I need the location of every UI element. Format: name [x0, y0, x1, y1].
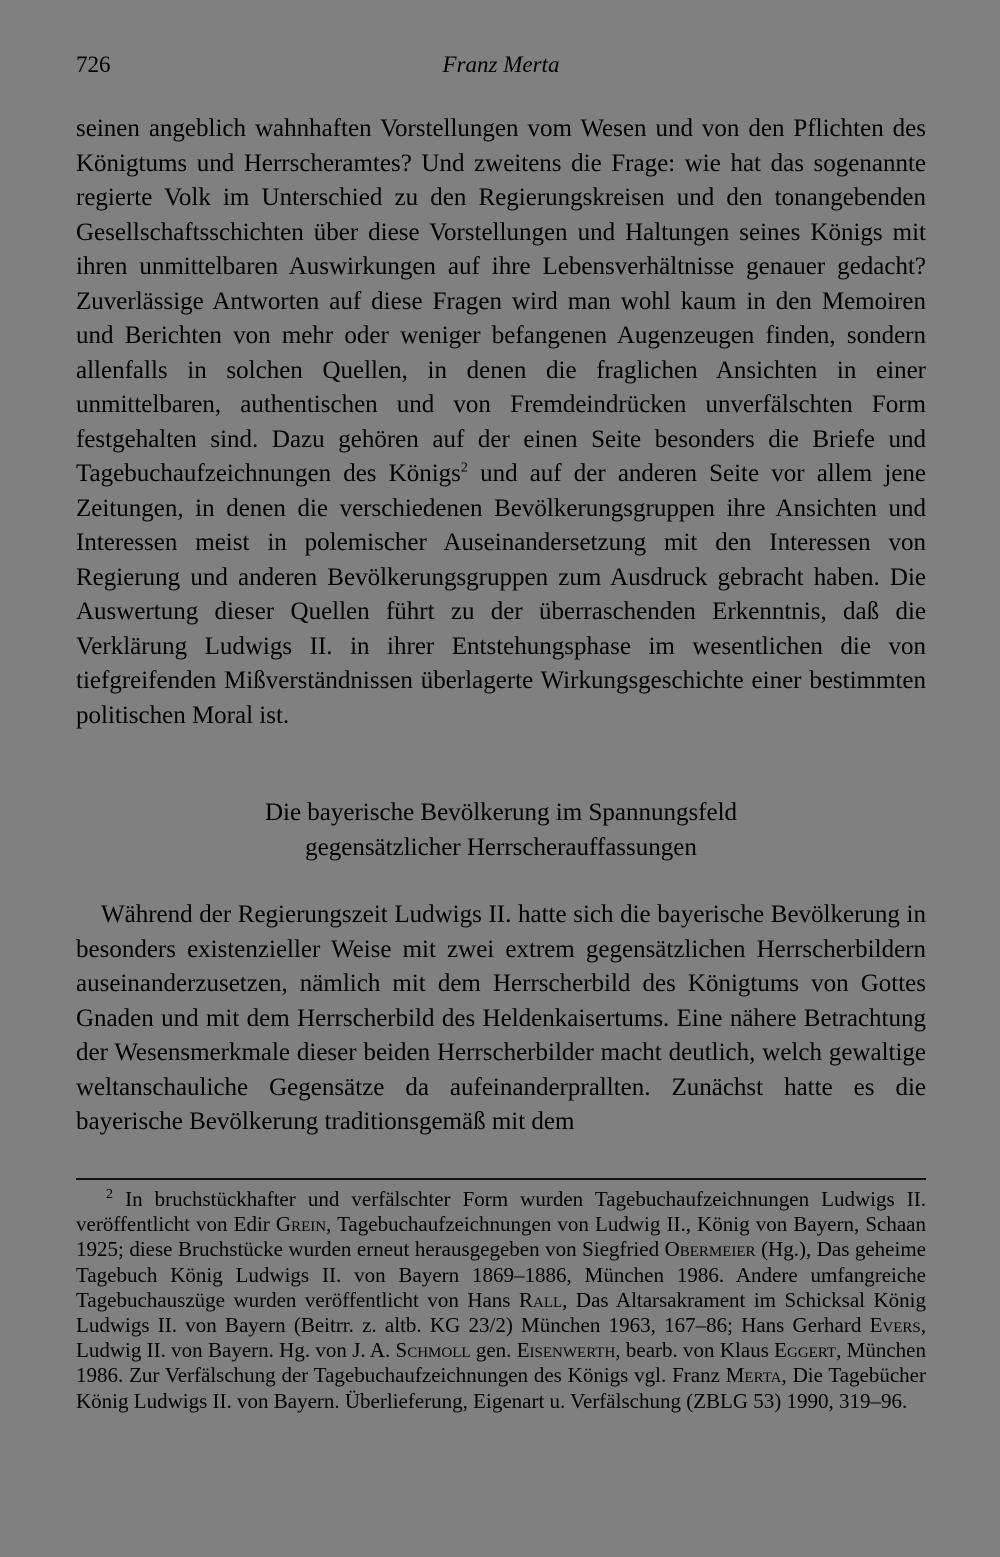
- page-header: [76, 52, 926, 88]
- section-heading: [76, 796, 926, 865]
- footnote-reference[interactable]: 2: [460, 460, 468, 476]
- section-text: [76, 898, 926, 1140]
- paragraph-text: und auf der anderen Seite vor allem jene Zeitungen, in denen die verschiedenen Bevölkerungsgruppen ihre Ansichten und Interessen meist in polemischer Auseinandersetzung mit den Interessen von Regierung und anderen Bevölkerungsgruppen zum Ausdruck gebracht haben. Die Auswertung dieser Quellen führt zu der überraschenden Erkenntnis, daß die Verklärung Ludwigs II. in ihrer Entstehungsphase im wesentlichen die von tiefgreifenden Mißverständnissen überlagerte Wirkungsgeschichte einer bestimmten politischen Moral ist.: [76, 460, 927, 729]
- footnote-segment: , Tagebuchaufzeichnungen von Ludwig II., König von Bayern, Schaan 1925; diese Bruchstücke wurden erneut herausgegeben von Siegfried: [76, 1212, 926, 1262]
- footnote-segment: gen.: [470, 1338, 517, 1363]
- footnote: [76, 1187, 926, 1414]
- author-name: Rall: [518, 1287, 563, 1312]
- footnote-segment: In bruchstückhafter und verfälschter Form wurden Tagebuchaufzeichnungen Ludwigs II. veröffentlicht von Edir: [76, 1187, 926, 1237]
- author-name: Schmoll: [395, 1338, 471, 1363]
- footnote-rule: [76, 1178, 926, 1180]
- footnote-segment: , Das Altarsakrament im Schicksal König Ludwigs II. von Bayern (Beitrr. z. altb. KG 23/2) München 1963, 167–86; Hans Gerhard: [76, 1287, 926, 1338]
- paragraph-text: seinen angeblich wahnhaften Vorstellungen vom Wesen und von den Pflichten des Königtums und Herrscheramtes? Und zweitens die Frage: wie hat das sogenannte regierte Volk im Unterschied zu den Regierungskreisen und den tonangebenden Gesellschaftsschichten über diese Vorstellungen und Haltungen seines Königs mit ihren unmittelbaren Auswirkungen auf ihre Lebensverhältnisse genauer gedacht? Zuverlässige Antworten auf diese Fragen wird man wohl kaum in den Memoiren und Berichten von mehr oder weniger befangenen Augenzeugen finden, sondern allenfalls in solchen Quellen, in denen die fraglichen Ansichten in einer unmittelbaren, authentischen und von Fremdeindrücken unverfälschten Form festgehalten sind. Dazu gehören auf der einen Seite besonders die Briefe und Tagebuchaufzeichnungen des Königs: [76, 115, 926, 487]
- author-name: Eisenwerth: [516, 1338, 616, 1363]
- footnote-mark: 2: [106, 1187, 113, 1202]
- author-name: Obermeier: [664, 1237, 756, 1262]
- author-name: Eggert: [774, 1338, 837, 1363]
- paragraph: [76, 112, 926, 733]
- author-name: Merta: [725, 1363, 782, 1388]
- page-number: 726: [76, 52, 111, 77]
- footnote-segment: , München 1986. Zur Verfälschung der Tagebuchaufzeichnungen des Königs vgl. Franz: [76, 1338, 926, 1388]
- author-name: Grein: [275, 1212, 327, 1237]
- main-text: [76, 112, 926, 733]
- footnote-segment: , Ludwig II. von Bayern. Hg. von J. A.: [76, 1313, 926, 1363]
- footnote-segment: , Die Tagebücher König Ludwigs II. von Bayern. Überlieferung, Eigenart u. Verfälschung (ZBLG 53) 1990, 319–96.: [76, 1363, 926, 1413]
- paragraph: Während der Regierungszeit Ludwigs II. hatte sich die bayerische Bevölkerung in besonders existenzieller Weise mit zwei extrem gegensätzlichen Herrscherbildern auseinanderzusetzen, nämlich mit dem Herrscherbild des Königtums von Gottes Gnaden und mit dem Herrscherbild des Heldenkaisertums. Eine nähere Betrachtung der Wesensmerkmale dieser beiden Herrscherbilder macht deutlich, welch gewaltige weltanschauliche Gegensätze da aufeinanderprallten. Zunächst hatte es die bayerische Bevölkerung traditionsgemäß mit dem: [76, 901, 926, 1135]
- footnote-segment: (Hg.), Das geheime Tagebuch König Ludwigs II. von Bayern 1869–1886, München 1986. Andere umfangreiche Tagebuchauszüge wurden veröffentlicht von Hans: [76, 1237, 926, 1312]
- author-name: Evers: [869, 1313, 921, 1338]
- running-head: Franz Merta: [442, 52, 560, 77]
- section-heading-line: Die bayerische Bevölkerung im Spannungsfeld: [264, 799, 738, 826]
- section-heading-line: gegensätzlicher Herrscherauffassungen: [305, 833, 697, 861]
- footnote-text: [76, 1187, 926, 1414]
- footnote-segment: , bearb. von Klaus: [615, 1338, 775, 1363]
